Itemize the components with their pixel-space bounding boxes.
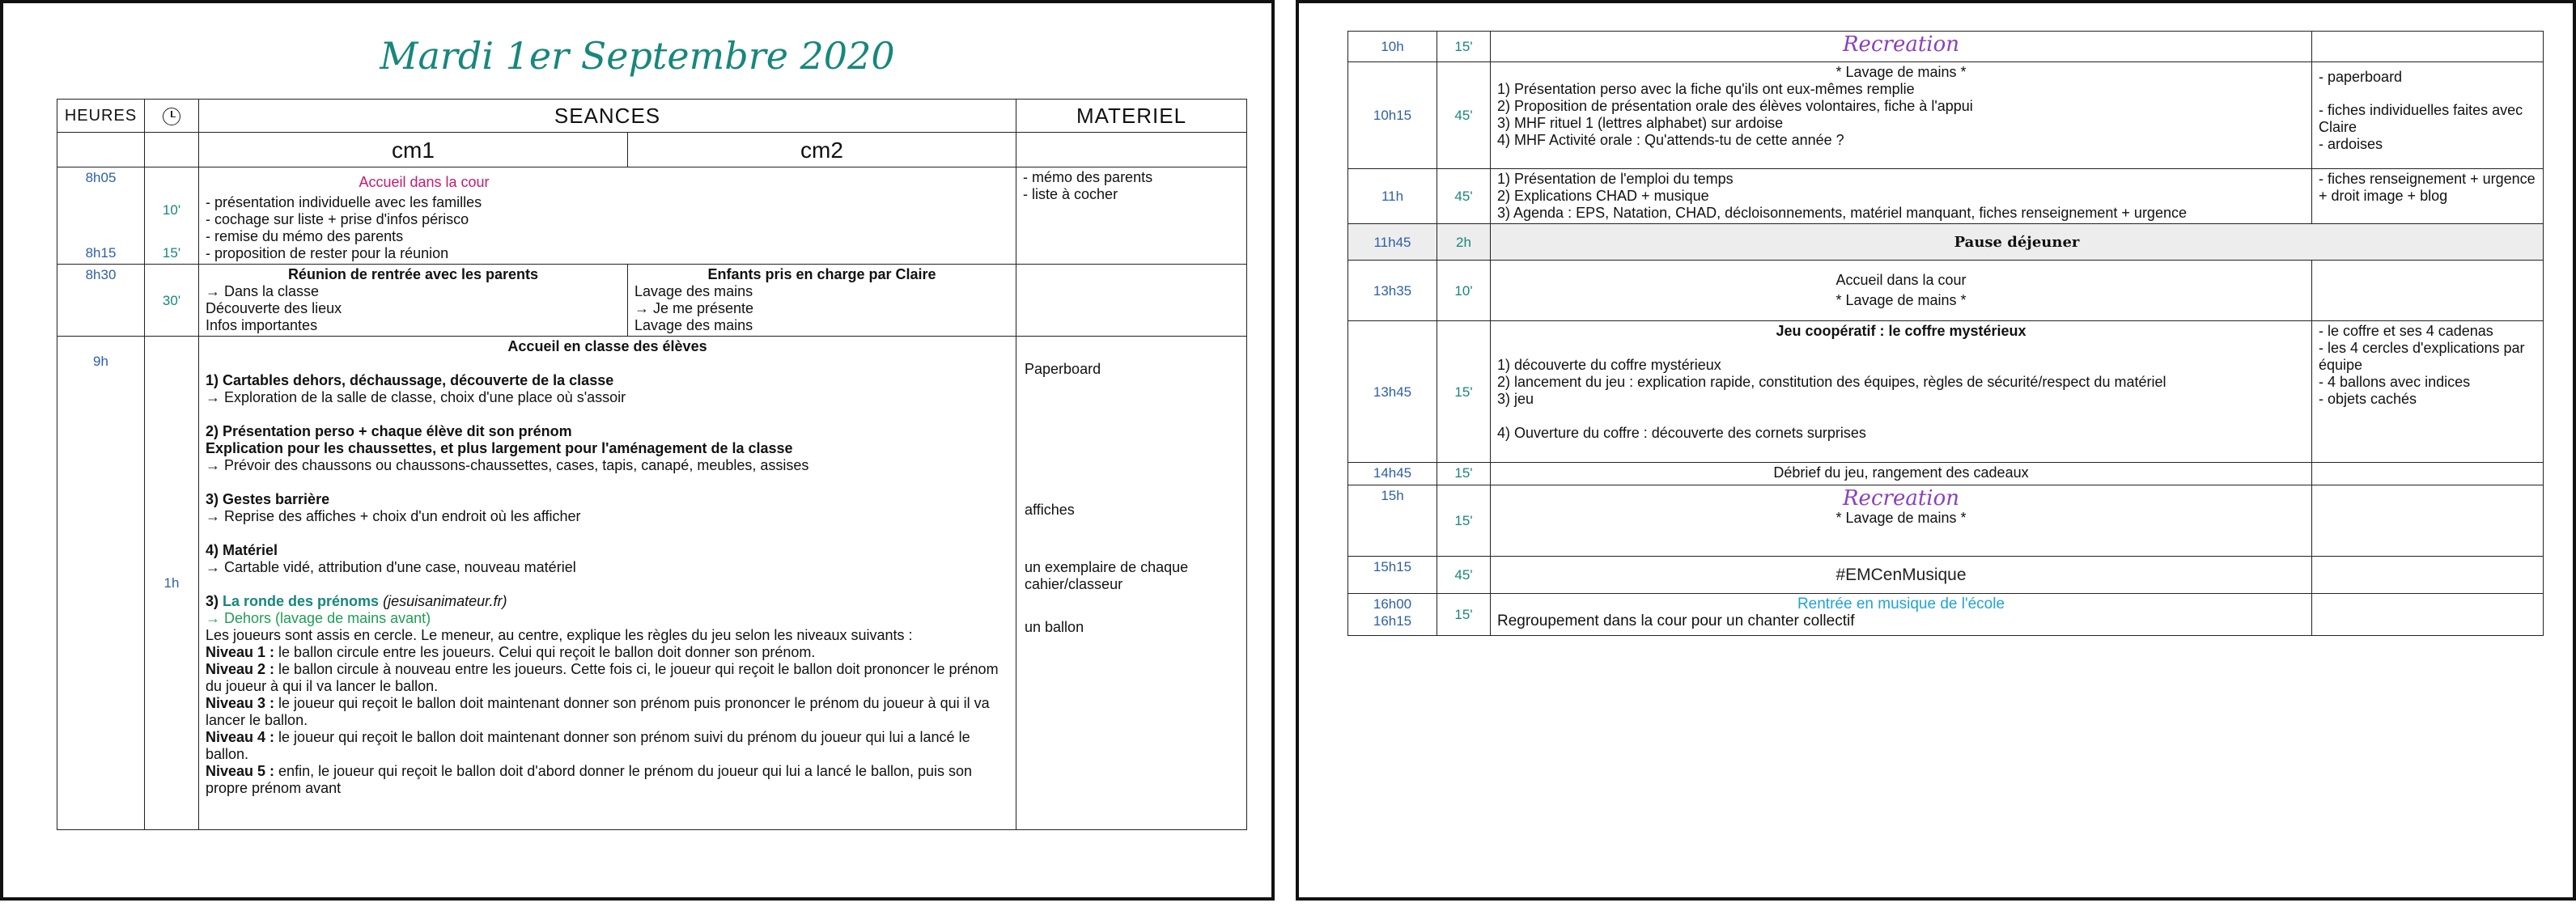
level-item: Niveau 4 : le joueur qui reçoit le ballon doit maintenant donner son prénom suivi du prénom du joueur qui lui a lancé le ballon. [206,729,970,762]
seance-jeu-cooperatif [1491,321,2312,463]
list-item: 1) Présentation de l'emploi du temps [1497,171,1734,187]
level-item: Niveau 2 : le ballon circule à nouveau entre les joueurs. Cette fois ci, le joueur qui reçoit le ballon doit prononcer le prénom du joueur à qui il va lancer le ballon. [206,661,999,694]
step-title: Explication pour les chaussettes, et plus largement pour l'aménagement de la classe [206,440,793,456]
materiel-item: - liste à cocher [1023,186,1118,202]
pause-label: Pause déjeuner [1491,224,2544,261]
list-item: 2) Proposition de présentation orale des élèves volontaires, fiche à l'appui [1497,98,1973,114]
time-label: 16h15 [1373,613,1412,629]
list-item: 4) MHF Activité orale : Qu'attends-tu de cette année ? [1497,132,1844,148]
recreation-label: Recreation [1491,32,2312,62]
seance-reunion-cm2 [628,265,1016,337]
hashtag-label: #EMCenMusique [1491,557,2312,594]
list-item: 3) Agenda : EPS, Natation, CHAD, décloisonnements, matériel manquant, fiches renseignement + urgence [1497,205,2187,221]
list-item: → Dans la classe [206,283,320,299]
materiel-item: - paperboard [2319,69,2403,85]
game-title: La ronde des prénoms [223,593,380,609]
duration-label: 10' [162,202,181,218]
list-item: Lavage des mains [634,317,753,333]
list-item: 2) lancement du jeu : explication rapide, constitution des équipes, règles de sécurité/respect du matériel [1497,374,2166,390]
materiel-item: Paperboard [1025,361,1101,377]
step-title: 3) Gestes barrière [206,491,330,507]
list-item: - présentation individuelle avec les familles [206,194,482,210]
list-item: - proposition de rester pour la réunion [206,245,449,261]
materiel-cell [2312,169,2544,224]
time-label: 11h [1348,169,1437,224]
seance-heading: Enfants pris en charge par Claire [707,266,936,282]
time-label: 13h35 [1348,261,1437,321]
time-label: 8h05 [85,170,117,185]
materiel-item: - fiches renseignement + urgence + droit image + blog [2319,171,2536,204]
step-title: 4) Matériel [206,542,278,558]
time-cell [1348,594,1437,636]
seance-heading: Accueil en classe des élèves [507,338,707,354]
header-seances: SEANCES [199,100,1016,133]
step-line: → Exploration de la salle de classe, choix d'une place où s'assoir [206,389,626,405]
time-label: 8h15 [85,245,117,261]
header-clock [145,100,199,133]
header-materiel: MATERIEL [1016,100,1247,133]
time-label: 10h15 [1348,62,1437,169]
list-item: - remise du mémo des parents [206,228,404,244]
list-item: 1) Présentation perso avec la fiche qu'ils ont eux-mêmes remplie [1497,81,1915,97]
materiel-item: - le coffre et ses 4 cadenas [2319,323,2493,339]
list-item: - cochage sur liste + prise d'infos périsco [206,211,469,227]
lavage-label: * Lavage de mains * [1835,292,1967,308]
duration-label: 45' [1437,62,1491,169]
step-number: 3) [206,593,223,609]
time-label: 16h00 [1373,596,1412,612]
game-source: (jesuisanimateur.fr) [383,593,507,609]
recreation-label: Recreation [1842,486,1959,511]
header-cm1: cm1 [199,133,628,167]
game-intro: Les joueurs sont assis en cercle. Le meneur, au centre, explique les règles du jeu selon les niveaux suivants : [206,627,913,643]
duration-label: 45' [1437,557,1491,594]
time-label: 15h15 [1348,557,1437,594]
step-line: → Cartable vidé, attribution d'une case, nouveau matériel [206,559,576,575]
schedule-table-right [1347,31,2544,636]
time-label: 10h [1348,32,1437,62]
list-item: Lavage des mains [634,283,753,299]
list-item: 4) Ouverture du coffre : découverte des cornets surprises [1497,425,1866,441]
duration-label: 15' [162,245,181,261]
lavage-label: * Lavage de mains * [1835,64,1967,80]
duration-label: 15' [1437,32,1491,62]
duration-label: 10' [1437,261,1491,321]
level-item: Niveau 5 : enfin, le joueur qui reçoit le ballon doit d'abord donner le prénom du joueur qui lui a lancé le ballon, puis son propre prénom avant [206,763,973,796]
step-title [206,593,1009,610]
time-label: 15h [1348,485,1437,557]
step-title: 1) Cartables dehors, déchaussage, découverte de la classe [206,372,614,388]
seance-reunion-cm1 [199,265,628,337]
level-item: Niveau 3 : le joueur qui reçoit le ballon doit maintenant donner son prénom puis prononcer le prénom du joueur à qui il va lancer le ballon. [206,695,990,728]
step-line: → Dehors (lavage de mains avant) [206,610,431,626]
step-line: → Prévoir des chaussons ou chaussons-chaussettes, cases, tapis, canapé, meubles, assises [206,457,809,473]
materiel-item: - 4 ballons avec indices [2319,374,2471,390]
seance-recreation [1491,485,2312,557]
seance-line: Accueil dans la cour [1835,272,1967,288]
materiel-item: - fiches individuelles faites avec Claire [2319,102,2523,135]
list-item: 2) Explications CHAD + musique [1497,188,1709,204]
time-cell [57,167,145,265]
seance-emploi-du-temps [1491,169,2312,224]
materiel-item: un ballon [1025,619,1084,635]
list-item: → Je me présente [634,300,754,316]
list-item: 3) jeu [1497,391,1534,407]
seance-rentree-musique [1491,594,2312,636]
materiel-item: affiches [1025,502,1075,518]
list-item: Infos importantes [206,317,318,333]
seance-heading: Accueil dans la cour [359,174,490,190]
duration-label: 45' [1437,169,1491,224]
seance-debrief: Débrief du jeu, rangement des cadeaux [1491,463,2312,485]
list-item: 3) MHF rituel 1 (lettres alphabet) sur ardoise [1497,115,1784,131]
clock-icon [163,108,180,125]
seance-presentation [1491,62,2312,169]
seance-heading: Réunion de rentrée avec les parents [287,266,539,282]
level-item: Niveau 1 : le ballon circule entre les joueurs. Celui qui reçoit le ballon doit donner son prénom. [206,644,816,660]
materiel-cell [1016,167,1247,265]
time-label: 11h45 [1348,224,1437,261]
header-heures: HEURES [57,100,145,133]
materiel-item: - mémo des parents [1023,169,1153,185]
seance-line: Regroupement dans la cour pour un chanter collectif [1497,612,1855,629]
duration-label: 30' [145,265,199,337]
duration-label: 15' [1437,594,1491,636]
materiel-cell [2312,321,2544,463]
materiel-cell [2312,62,2544,169]
seance-classe [199,337,1016,830]
duration-label: 15' [1437,321,1491,463]
lavage-label: * Lavage de mains * [1835,510,1967,526]
duration-label: 15' [1437,463,1491,485]
step-line: → Reprise des affiches + choix d'un endroit où les afficher [206,508,581,524]
time-label: 9h [57,337,145,830]
time-label: 8h30 [57,265,145,337]
list-item: 1) découverte du coffre mystérieux [1497,357,1721,373]
duration-label: 1h [145,337,199,830]
list-item: Découverte des lieux [206,300,342,316]
time-label: 14h45 [1348,463,1437,485]
page-title: Mardi 1er Septembre 2020 [380,34,895,78]
time-label: 13h45 [1348,321,1437,463]
materiel-cell [1016,337,1247,830]
duration-label: 2h [1437,224,1491,261]
duration-label: 15' [1437,485,1491,557]
duration-cell [145,167,199,265]
seance-heading: Jeu coopératif : le coffre mystérieux [1776,323,2026,339]
header-cm2: cm2 [628,133,1016,167]
seance-accueil [199,167,1016,265]
step-title: 2) Présentation perso + chaque élève dit son prénom [206,423,572,439]
materiel-item: - ardoises [2319,136,2383,152]
seance-heading: Rentrée en musique de l'école [1797,595,2005,612]
materiel-item: - objets cachés [2319,391,2417,407]
seance-accueil-cour [1491,261,2312,321]
schedule-table-left [57,99,1247,830]
materiel-item: - les 4 cercles d'explications par équipe [2319,340,2525,373]
materiel-item: un exemplaire de chaque cahier/classeur [1025,559,1189,592]
